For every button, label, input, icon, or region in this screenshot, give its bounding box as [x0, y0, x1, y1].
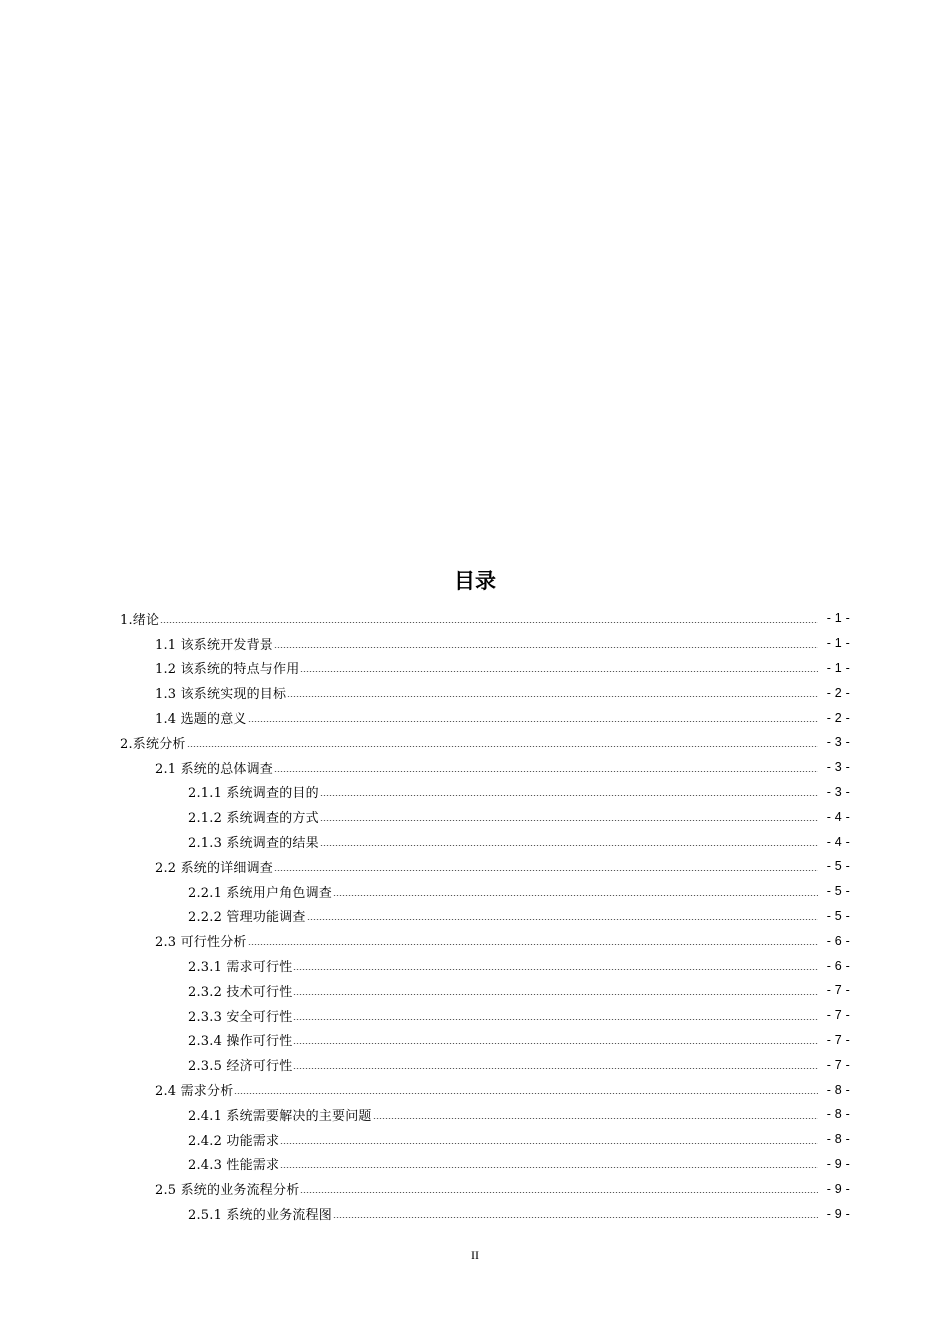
dot-leader [248, 721, 818, 722]
dot-leader [280, 1167, 818, 1168]
toc-entry-page-number: - 2 - [826, 710, 850, 725]
toc-entry-title: 2.1 系统的总体调查 [155, 761, 274, 777]
toc-entry-title: 2.3.5 经济可行性 [188, 1059, 293, 1075]
toc-entry-page-number: - 8 - [826, 1132, 850, 1147]
toc-entry-title: 2.4.3 性能需求 [188, 1158, 280, 1174]
dot-leader [293, 1068, 818, 1069]
toc-entry[interactable] [0, 1052, 950, 1077]
toc-entry-title: 1.4 选题的意义 [155, 712, 247, 728]
toc-entry-page-number: - 8 - [826, 1107, 850, 1122]
toc-entry-page-number: - 7 - [826, 983, 850, 998]
toc-entry[interactable] [0, 804, 950, 829]
toc-entry-page-number: - 5 - [826, 884, 850, 899]
toc-entry[interactable] [0, 730, 950, 755]
dot-leader [274, 870, 818, 871]
toc-entry[interactable] [0, 928, 950, 953]
dot-leader [307, 919, 818, 920]
dot-leader [293, 1043, 818, 1044]
toc-entry-page-number: - 8 - [826, 1082, 850, 1097]
toc-entry-page-number: - 3 - [826, 735, 850, 750]
dot-leader [300, 671, 818, 672]
toc-entry[interactable] [0, 1028, 950, 1053]
dot-leader [287, 696, 818, 697]
toc-entry-page-number: - 9 - [826, 1181, 850, 1196]
dot-leader [234, 1093, 818, 1094]
toc-entry-page-number: - 1 - [826, 636, 850, 651]
toc-entry-page-number: - 9 - [826, 1156, 850, 1171]
dot-leader [300, 1192, 818, 1193]
dot-leader [333, 1217, 818, 1218]
dot-leader [333, 895, 818, 896]
toc-entry-title: 2.3.1 需求可行性 [188, 960, 293, 976]
toc-entry[interactable] [0, 680, 950, 705]
toc-entry-page-number: - 3 - [826, 760, 850, 775]
dot-leader [320, 845, 818, 846]
toc-entry[interactable] [0, 780, 950, 805]
dot-leader [293, 969, 818, 970]
toc-entry[interactable] [0, 606, 950, 631]
dot-leader [293, 994, 818, 995]
toc-entry-page-number: - 2 - [826, 685, 850, 700]
dot-leader [320, 820, 818, 821]
toc-entry[interactable] [0, 879, 950, 904]
dot-leader [187, 746, 818, 747]
toc-entry[interactable] [0, 1127, 950, 1152]
toc-entry-title: 2.4.1 系统需要解决的主要问题 [188, 1108, 372, 1124]
toc-entry-title: 2.3 可行性分析 [155, 935, 247, 951]
toc-entry-page-number: - 4 - [826, 809, 850, 824]
toc-entry-title: 1.绪论 [120, 612, 160, 628]
dot-leader [274, 771, 818, 772]
toc-entry-page-number: - 7 - [826, 1057, 850, 1072]
dot-leader [320, 795, 818, 796]
toc-entry-title: 2.4.2 功能需求 [188, 1133, 280, 1149]
toc-entry-title: 2.2.1 系统用户角色调查 [188, 885, 333, 901]
dot-leader [160, 622, 818, 623]
toc-entry-page-number: - 4 - [826, 834, 850, 849]
toc-entry[interactable] [0, 631, 950, 656]
toc-entry-page-number: - 3 - [826, 784, 850, 799]
toc-entry[interactable] [0, 1077, 950, 1102]
toc-entry-title: 2.1.2 系统调查的方式 [188, 811, 319, 827]
toc-entry-title: 1.3 该系统实现的目标 [155, 687, 287, 703]
toc-entry-title: 2.2 系统的详细调查 [155, 860, 274, 876]
toc-entry-title: 2.5 系统的业务流程分析 [155, 1183, 300, 1199]
toc-entry-title: 2.3.4 操作可行性 [188, 1034, 293, 1050]
toc-entry[interactable] [0, 854, 950, 879]
toc-entry[interactable] [0, 705, 950, 730]
toc-entry[interactable] [0, 953, 950, 978]
toc-entry-title: 2.5.1 系统的业务流程图 [188, 1208, 333, 1224]
toc-entry[interactable] [0, 656, 950, 681]
toc-entry-page-number: - 1 - [826, 660, 850, 675]
toc-entry[interactable] [0, 1176, 950, 1201]
toc-entry[interactable] [0, 1102, 950, 1127]
dot-leader [248, 944, 818, 945]
toc-entry-page-number: - 7 - [826, 1032, 850, 1047]
toc-entry[interactable] [0, 829, 950, 854]
toc-entry-title: 2.4 需求分析 [155, 1084, 234, 1100]
toc-entry-page-number: - 6 - [826, 933, 850, 948]
toc-entry[interactable] [0, 1003, 950, 1028]
page-number-footer: II [471, 1248, 479, 1262]
dot-leader [373, 1118, 818, 1119]
dot-leader [274, 647, 818, 648]
toc-entry[interactable] [0, 978, 950, 1003]
toc-entry-page-number: - 1 - [826, 611, 850, 626]
toc-entry-page-number: - 9 - [826, 1206, 850, 1221]
toc-entry[interactable] [0, 1152, 950, 1177]
toc-entry-page-number: - 6 - [826, 958, 850, 973]
toc-entry-title: 2.1.3 系统调查的结果 [188, 836, 319, 852]
toc-entry-page-number: - 5 - [826, 908, 850, 923]
toc-entry-title: 1.1 该系统开发背景 [155, 637, 274, 653]
toc-entry[interactable] [0, 755, 950, 780]
toc-title: 目录 [454, 569, 496, 593]
toc-entry-page-number: - 7 - [826, 1008, 850, 1023]
dot-leader [293, 1019, 818, 1020]
dot-leader [280, 1143, 818, 1144]
toc-entry-title: 2.1.1 系统调查的目的 [188, 786, 319, 802]
toc-entry-title: 2.2.2 管理功能调查 [188, 910, 306, 926]
toc-entry-page-number: - 5 - [826, 859, 850, 874]
toc-entry-title: 2.系统分析 [120, 736, 186, 752]
table-of-contents [0, 606, 950, 1226]
toc-entry[interactable] [0, 904, 950, 929]
toc-entry-title: 1.2 该系统的特点与作用 [155, 662, 300, 678]
toc-entry-title: 2.3.3 安全可行性 [188, 1009, 293, 1025]
toc-entry-title: 2.3.2 技术可行性 [188, 984, 293, 1000]
toc-entry[interactable] [0, 1201, 950, 1226]
